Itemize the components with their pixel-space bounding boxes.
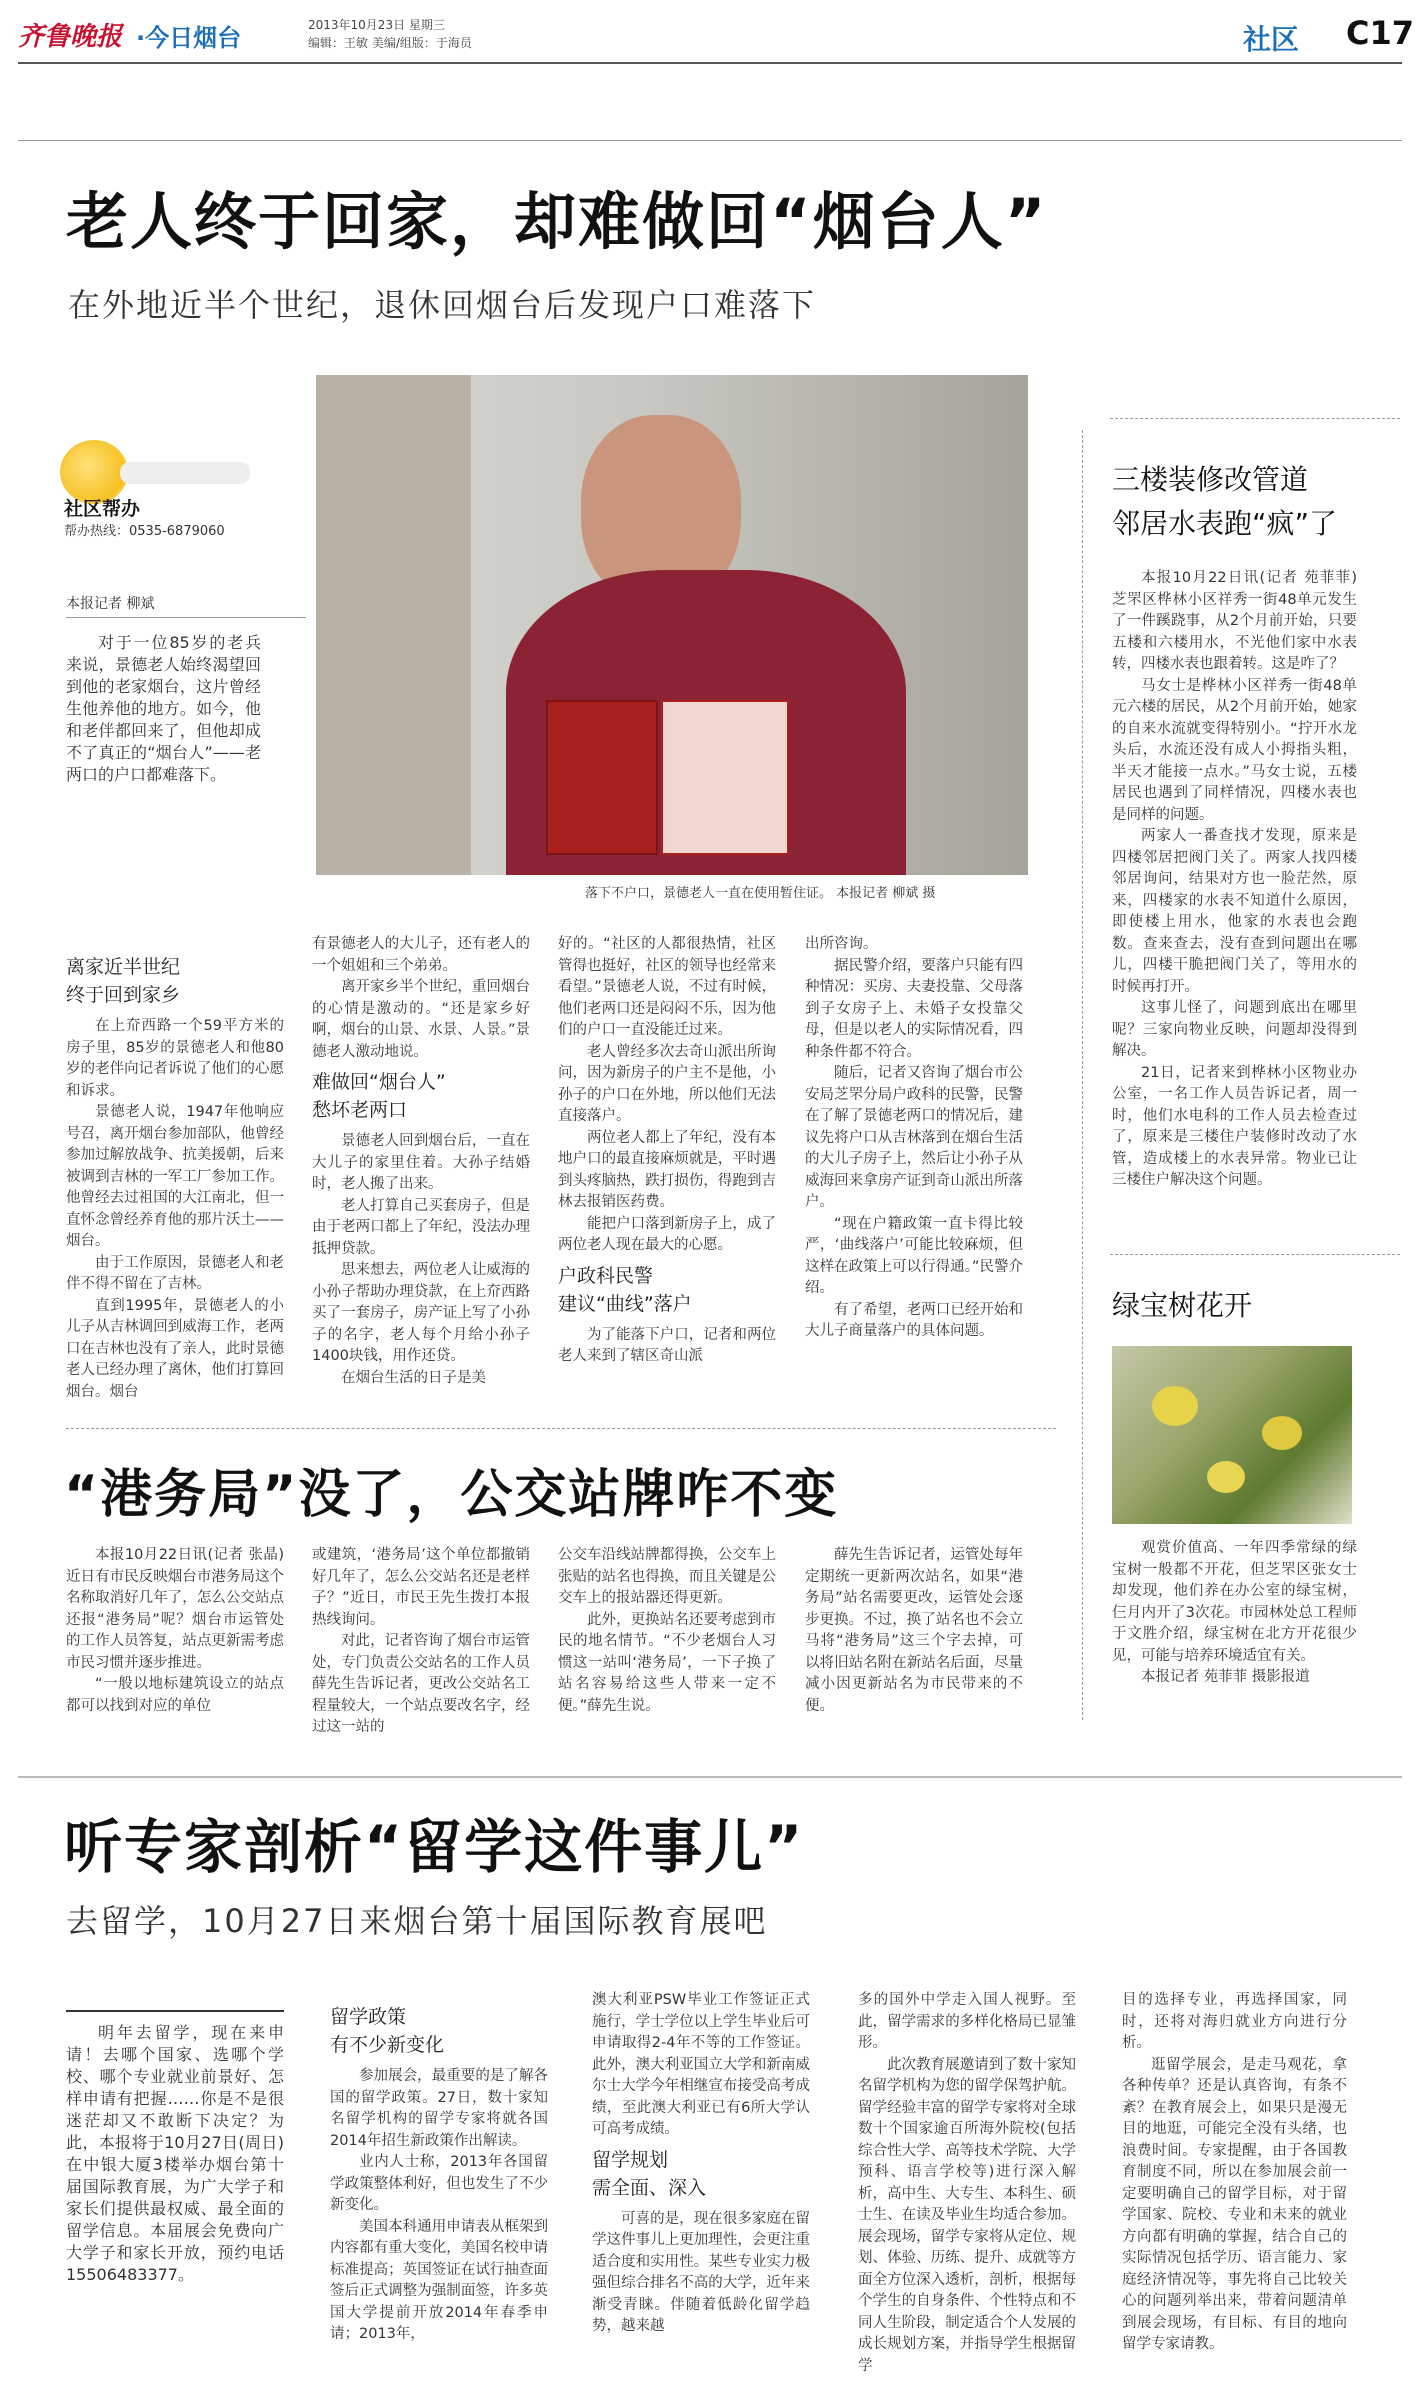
section-name: ·今日烟台 — [136, 24, 242, 52]
article-5-headline: 听专家剖析“留学这件事儿” — [64, 1813, 805, 1881]
article-5-col-4 — [858, 1990, 1076, 2377]
issue-date: 2013年10月23日 星期三 — [308, 18, 445, 32]
flower-blossom — [1152, 1386, 1198, 1426]
paragraph: 这事儿怪了，问题到底出在哪里呢？三家向物业反映，问题却没得到解决。 — [1112, 1000, 1357, 1059]
paragraph: 景德老人回到烟台后，一直在大儿子的家里住着。大孙子结婚时，老人搬了出来。 — [312, 1133, 530, 1192]
sidebar-article-3-body — [1112, 1538, 1357, 1689]
byline: 本报记者 苑菲菲 摄影报道 — [1141, 1669, 1310, 1685]
article-5-subtitle: 去留学，10月27日来烟台第十届国际教育展吧 — [66, 1902, 768, 1940]
article-5-lead-box — [66, 2010, 284, 2286]
paragraph: 多的国外中学走入国人视野。至此，留学需求的多样化格局已显雏形。 — [858, 1992, 1076, 2051]
subhead-2b: 愁坏老两口 — [312, 1099, 408, 1121]
paragraph: 据民警介绍，要落户只能有四种情况：买房、夫妻投靠、父母落到子女房子上、未婚子女投靠父母，但是以老人的实际情况看，四种条件都不符合。 — [805, 957, 1023, 1060]
article-1-photo — [316, 375, 1028, 875]
paragraph: 景德老人说，1947年他响应号召，离开烟台参加部队，他曾经参加过解放战争、抗美援朝，后来被调到吉林的一军工厂参加工作。他曾经去过祖国的大江南北，但一直怀念曾经养育他的那片沃土——烟台。 — [66, 1104, 284, 1249]
paragraph: 可喜的是，现在很多家庭在留学这件事儿上更加理性，会更注重适合度和实用性。某些专业实力极强但综合排名不高的大学，近年来渐受青睐。伴随着低龄化留学趋势，越来越 — [592, 2210, 810, 2334]
article-4-col-3 — [558, 1545, 776, 1717]
paragraph: 公交车沿线站牌都得换，公交车上张贴的站名也得换，而且关键是公交车上的报站器还得更新。 — [558, 1547, 776, 1606]
article-4-col-2 — [312, 1545, 530, 1739]
paragraph: 逛留学展会，是走马观花，拿各种传单？还是认真咨询，有条不紊？在教育展会上，如果只是漫无目的地逛，可能完全没有头绪，也浪费时间。专家提醒，由于各国教育制度不同，所以在参加展会前一定要明确自己的留学目标，对于留学国家、院校、专业和未来的就业方向都有明确的掌握，结合自己的实际情况包括学历、语言能力、家庭经济情况等，事先将自己比较关心的问题列举出来，带着问题清单到展会现场，有目标、有目的地向留学专家请教。 — [1122, 2056, 1347, 2352]
subhead-3a: 户政科民警 — [558, 1264, 654, 1287]
paragraph: 本报10月22日讯(记者 苑菲菲) 芝罘区桦林小区祥秀一街48单元发生了一件蹊跷事，从2个月前开始，只要五楼和六楼用水，不光他们家中水表转，四楼水表也跟着转。这是咋了？ — [1112, 570, 1357, 672]
paragraph: 在上夼西路一个59平方米的房子里，85岁的景德老人和他80岁的老伴向记者诉说了他们的心愿和诉求。 — [66, 1018, 284, 1099]
paragraph: 有景德老人的大儿子，还有老人的一个姐姐和三个弟弟。 — [312, 936, 530, 974]
section-rule-2 — [18, 1776, 1402, 1778]
sidebar-headline-1: 三楼装修改管道 — [1112, 463, 1309, 496]
article-1-subtitle: 在外地近半个世纪，退休回烟台后发现户口难落下 — [68, 286, 817, 324]
photo-caption: 落下不户口，景德老人一直在使用暂住证。 本报记者 柳斌 摄 — [585, 886, 936, 901]
subhead-5-2b: 需全面、深入 — [592, 2176, 707, 2199]
masthead — [18, 12, 1415, 62]
flower-blossom — [1207, 1461, 1245, 1493]
flower-blossom — [1262, 1416, 1302, 1450]
subhead-3b: 建议“曲线”落户 — [558, 1292, 692, 1315]
paragraph: 此次教育展邀请到了数十家知名留学机构为您的留学保驾护航。留学经验丰富的留学专家将对全球数十个国家逾百所海外院校(包括综合性大学、高等技术学院、大学预科、语言学校等)进行深入解析，高中生、大专生、本科生、硕士生、在读及毕业生均适合参加。展会现场，留学专家将从定位、规划、体验、历练、提升、成就等方面全方位深入透析，剖析，根据每个学生的自身条件、个性特点和不同人生阶段，制定适合个人发展的成长规划方案，并指导学生根据留学 — [858, 2056, 1076, 2374]
subhead-1b: 终于回到家乡 — [66, 984, 181, 1006]
paragraph: 能把户口落到新房子上，成了两位老人现在最大的心愿。 — [558, 1215, 776, 1253]
paragraph: 对此，记者咨询了烟台市运管处，专门负责公交站名的工作人员薛先生告诉记者，更改公交站名工程量较大，一个站点要改名字，经过这一站的 — [312, 1633, 530, 1735]
lead-paragraph: 明年去留学，现在来申请！去哪个国家、选哪个学校、哪个专业就业前景好、怎样申请有把握……你是不是很迷茫却又不敢断下决定？为此，本报将于10月27日(周日)在中银大厦3楼举办烟台第十届国际教育展，为广大学子和家长们提供最权威、最全面的留学信息。本届展会免费向广大学子和家长开放，预约电话15506483377。 — [66, 2023, 284, 2284]
sidebar-divider — [1082, 430, 1083, 1720]
paragraph: 马女士是桦林小区祥秀一街48单元六楼的居民，从2个月前开始，她家的自来水流就变得特别小。“拧开水龙头后，水流还没有成人小拇指头粗，半天才能接一点水。”马女士说，五楼居民也遇到了同样情况，四楼水表也是同样的问题。 — [1112, 677, 1357, 823]
article-1-col-3 — [558, 934, 776, 1368]
paragraph: 两家人一番查找才发现，原来是四楼邻居把阀门关了。两家人找四楼邻居询问，结果对方也一脸茫然，原来，四楼家的水表不知道什么原因，即使楼上用水，他家的水表也会跑数。查来查去，没有查到问题出在哪儿，四楼干脆把阀门关了，等用水的时候再打开。 — [1112, 828, 1357, 995]
page-number: C17 — [1346, 14, 1415, 52]
paragraph: 为了能落下户口，记者和两位老人来到了辖区奇山派 — [558, 1326, 776, 1364]
article-4-col-1 — [66, 1545, 284, 1717]
paragraph: 两位老人都上了年纪，没有本地户口的最直接麻烦就是，平时遇到头疼脑热，跌打损伤，得跑到吉林去报销医药费。 — [558, 1129, 776, 1210]
newspaper-logo: 齐鲁晚报 — [18, 22, 123, 52]
sidebar-headline-3: 绿宝树花开 — [1112, 1289, 1253, 1322]
paragraph: 有了希望，老两口已经开始和大儿子商量落户的具体问题。 — [805, 1301, 1023, 1339]
paragraph: 本报10月22日讯(记者 张晶) 近日有市民反映烟台市港务局这个名称取消好几年了，怎么公交站点还报“港务局”呢？烟台市运管处的工作人员答复，站点更新需考虑市民习惯并逐步推进。 — [66, 1547, 284, 1671]
paragraph: 业内人士称，2013年各国留学政策整体利好，但也发生了不少新变化。 — [330, 2154, 548, 2213]
photo-certificate-right — [661, 700, 789, 855]
paragraph: “一般以地标建筑设立的站点都可以找到对应的单位 — [66, 1676, 284, 1714]
community-help-logo — [52, 432, 297, 542]
paragraph: 此外，更换站名还要考虑到市民的地名情节。“不少老烟台人习惯这一站叫‘港务局’，一下子换了站名容易给这些人带来一定不便。”薛先生说。 — [558, 1611, 776, 1714]
subhead-2a: 难做回“烟台人” — [312, 1071, 446, 1093]
sidebar-headline-2: 邻居水表跑“疯”了 — [1112, 507, 1338, 540]
paragraph: 澳大利亚PSW毕业工作签证正式施行，学士学位以上学生毕业后可申请取得2-4年不等的工作签证。此外，澳大利亚国立大学和新南威尔士大学今年相继宣布接受高考成绩，至此澳大利亚已有6所大学认可高考成绩。 — [592, 1992, 810, 2137]
sidebar-top-rule — [1110, 418, 1400, 419]
paragraph: 好的。“社区的人都很热情，社区管得也挺好，社区的领导也经常来看望。”景德老人说，不过有时候，他们老两口还是闷闷不乐，因为他们的户口一直没能迁过来。 — [558, 936, 776, 1038]
article-1-col-1 — [66, 948, 284, 1403]
section-rule — [66, 1428, 1056, 1429]
article-5-col-2 — [330, 2004, 548, 2346]
subhead-1a: 离家近半世纪 — [66, 956, 181, 978]
paragraph: 21日，记者来到桦林小区物业办公室，一名工作人员告诉记者，周一时，他们水电科的工作人员去检查过了，原来是三楼住户装修时改动了水管，造成楼上的水表异常。物业已让三楼住户解决这个问题。 — [1112, 1064, 1357, 1188]
logo-title: 社区帮办 — [64, 498, 141, 520]
paragraph: 老人打算自己买套房子，但是由于老两口都上了年纪，没法办理抵押贷款。 — [312, 1197, 530, 1257]
photo-door — [316, 375, 471, 875]
lead-paragraph: 对于一位85岁的老兵来说，景德老人始终渴望回到他的老家烟台，这片曾经生他养他的地方。如今，他和老伴都回来了，但他却成不了真正的“烟台人”——老两口的户口都难落下。 — [66, 633, 261, 784]
editor-credits: 编辑：王敏 美编/组版：于海员 — [308, 36, 472, 50]
article-1-byline: 本报记者 柳斌 — [66, 593, 306, 618]
paragraph: 在烟台生活的日子是美 — [341, 1369, 486, 1386]
photo-certificate-left — [546, 700, 658, 855]
sidebar-article-body — [1112, 568, 1357, 1192]
paragraph: 离开家乡半个世纪，重回烟台的心情是激动的。“还是家乡好啊，烟台的山景、水景、人景。”景德老人激动地说。 — [312, 979, 530, 1060]
paragraph: 老人曾经多次去奇山派出所询问，因为新房子的户主不是他，小孙子的户口在外地，所以他们无法直接落户。 — [558, 1043, 776, 1124]
article-5-col-5 — [1122, 1990, 1347, 2356]
paragraph: 目的选择专业，再选择国家，同时，还将对海归就业方向进行分析。 — [1122, 1992, 1347, 2051]
subhead-5-1a: 留学政策 — [330, 2006, 407, 2028]
paragraph: 美国本科通用申请表从框架到内容都有重大变化，美国名校申请标准提高；英国签证在试行抽查面签后正式调整为强制面签，许多英国大学提前开放2014年春季申请；2013年， — [330, 2218, 548, 2342]
subhead-5-2a: 留学规划 — [592, 2148, 669, 2171]
paragraph: 随后，记者又咨询了烟台市公安局芝罘分局户政科的民警，民警在了解了景德老两口的情况后，建议先将户口从吉林落到在烟台生活的大儿子房子上，然后让小孙子从威海回来拿房产证到奇山派出所落户。 — [805, 1065, 1023, 1210]
subhead-5-1b: 有不少新变化 — [330, 2034, 445, 2056]
paragraph: 或建筑，‘港务局’这个单位都撤销好几年了，怎么公交站名还是老样子？”近日，市民王先生拨打本报热线询问。 — [312, 1547, 530, 1628]
paragraph: 思来想去，两位老人让威海的小孙子帮助办理贷款，在上夼西路买了一套房子，房产证上写了小孙子的名字，老人每个月给小孙子1400块钱，用作还贷。 — [312, 1262, 530, 1364]
paragraph: 观赏价值高、一年四季常绿的绿宝树一般都不开花，但芝罘区张女士却发现，他们养在办公室的绿宝树，仨月内开了3次花。市园林处总工程师于文胜介绍，绿宝树在北方开花很少见，可能与培养环境适宜有关。 — [1112, 1540, 1357, 1664]
paragraph: 薛先生告诉记者，运管处每年定期统一更新两次站名，如果“港务局”站名需要更改，运管处会逐步更换。不过，换了站名也不会立马将“港务局”这三个字去掉，可以将旧站名附在新站名后面，尽量减小因更新站名为市民带来的不便。 — [805, 1547, 1023, 1714]
flower-photo — [1112, 1346, 1352, 1524]
article-4-headline: “港务局”没了，公交站牌咋不变 — [64, 1465, 839, 1525]
paragraph: 参加展会，最重要的是了解各国的留学政策。27日，数十家知名留学机构的留学专家将就各国2014年招生新政策作出解读。 — [330, 2068, 548, 2149]
article-4-col-4 — [805, 1545, 1023, 1717]
paragraph: “现在户籍政策一直卡得比较严，‘曲线落户’可能比较麻烦，但这样在政策上可以行得通。”民警介绍。 — [805, 1215, 1023, 1296]
paragraph: 出所咨询。 — [805, 936, 878, 952]
article-1-headline: 老人终于回家，却难做回“烟台人” — [66, 185, 1048, 258]
header-rule — [18, 62, 1402, 64]
article-1-col-2 — [312, 934, 530, 1389]
column-name: 社区 — [1243, 23, 1300, 56]
sidebar-rule — [1110, 1254, 1400, 1255]
hotline: 帮办热线：0535-6879060 — [64, 524, 225, 539]
paragraph: 直到1995年，景德老人的小儿子从吉林调回到威海工作，老两口在吉林也没有了亲人，此时景德老人已经办理了离休，他们打算回烟台。烟台 — [66, 1297, 284, 1400]
paragraph: 由于工作原因，景德老人和老伴不得不留在了吉林。 — [66, 1254, 284, 1292]
logo-banner — [120, 462, 250, 484]
header-rule-2 — [18, 140, 1402, 141]
article-1-col-4 — [805, 934, 1023, 1343]
article-5-col-3 — [592, 1990, 810, 2338]
article-1-lead — [66, 632, 261, 786]
